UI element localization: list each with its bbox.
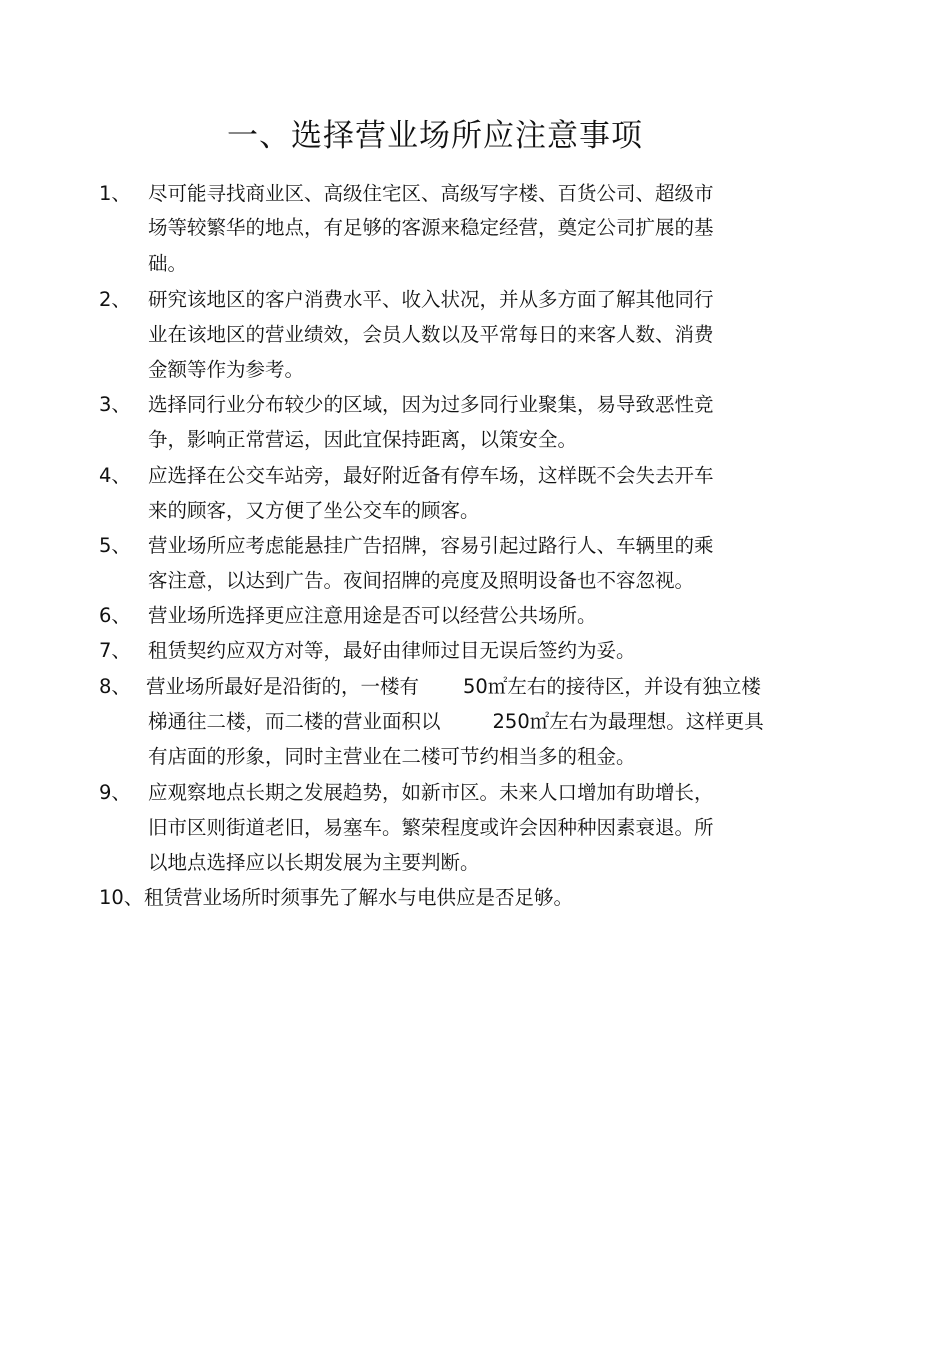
item-1-line-1: 尽可能寻找商业区、高级住宅区、高级写字楼、百货公司、超级市 <box>148 182 714 205</box>
item-7-number: 7、 <box>99 639 131 662</box>
item-2-line-1: 研究该地区的客户消费水平、收入状况，并从多方面了解其他同行 <box>148 288 714 311</box>
item-5-number: 5、 <box>99 534 131 557</box>
item-10-line-1: 租赁营业场所时须事先了解水与电供应是否足够。 <box>144 886 574 909</box>
item-1-line-3: 础。 <box>148 252 188 275</box>
item-4-number: 4、 <box>99 464 131 487</box>
item-8-line-2 <box>148 708 764 736</box>
item-4-line-1: 应选择在公交车站旁，最好附近备有停车场，这样既不会失去开车 <box>148 464 714 487</box>
item-8-line-1-text-a: 营业场所最好是沿街的，一楼有 <box>146 675 420 698</box>
item-2-number: 2、 <box>99 288 131 311</box>
item-10-number: 10、 <box>99 886 144 909</box>
item-3-number: 3、 <box>99 393 131 416</box>
item-2-line-3: 金额等作为参考。 <box>148 358 305 381</box>
item-8-line-2-text-a: 梯通往二楼，而二楼的营业面积以 <box>148 710 441 733</box>
page-title: 一、选择营业场所应注意事项 <box>227 118 643 154</box>
item-8-number: 8、 <box>99 675 131 698</box>
item-9-line-1: 应观察地点长期之发展趋势，如新市区。未来人口增加有助增长， <box>148 781 714 804</box>
item-9-line-2: 旧市区则街道老旧，易塞车。繁荣程度或许会因种种因素衰退。所 <box>148 816 714 839</box>
item-8-line-1 <box>146 673 761 701</box>
item-4-line-2: 来的顾客，又方便了坐公交车的顾客。 <box>148 499 480 522</box>
item-1-line-2: 场等较繁华的地点，有足够的客源来稳定经营，奠定公司扩展的基 <box>148 216 714 239</box>
item-8-line-3: 有店面的形象，同时主营业在二楼可节约相当多的租金。 <box>148 745 636 768</box>
item-8-line-2-text-b: 左右为最理想。这样更具 <box>549 710 764 733</box>
item-7-line-1: 租赁契约应双方对等，最好由律师过目无误后签约为妥。 <box>148 639 636 662</box>
item-8-area-50: 50㎡ <box>463 675 508 698</box>
item-2-line-2: 业在该地区的营业绩效，会员人数以及平常每日的来客人数、消费 <box>148 323 714 346</box>
item-3-line-1: 选择同行业分布较少的区域，因为过多同行业聚集，易导致恶性竞 <box>148 393 714 416</box>
item-8-area-250: 250㎡ <box>492 710 550 733</box>
item-9-line-3: 以地点选择应以长期发展为主要判断。 <box>148 851 480 874</box>
item-6-line-1: 营业场所选择更应注意用途是否可以经营公共场所。 <box>148 604 597 627</box>
item-5-line-2: 客注意，以达到广告。夜间招牌的亮度及照明设备也不容忽视。 <box>148 569 695 592</box>
item-6-number: 6、 <box>99 604 131 627</box>
item-8-line-1-text-b: 左右的接待区，并设有独立楼 <box>507 675 761 698</box>
item-5-line-1: 营业场所应考虑能悬挂广告招牌，容易引起过路行人、车辆里的乘 <box>148 534 714 557</box>
item-3-line-2: 争，影响正常营运，因此宜保持距离，以策安全。 <box>148 428 578 451</box>
item-9-number: 9、 <box>99 781 131 804</box>
item-1-number: 1、 <box>99 182 131 205</box>
